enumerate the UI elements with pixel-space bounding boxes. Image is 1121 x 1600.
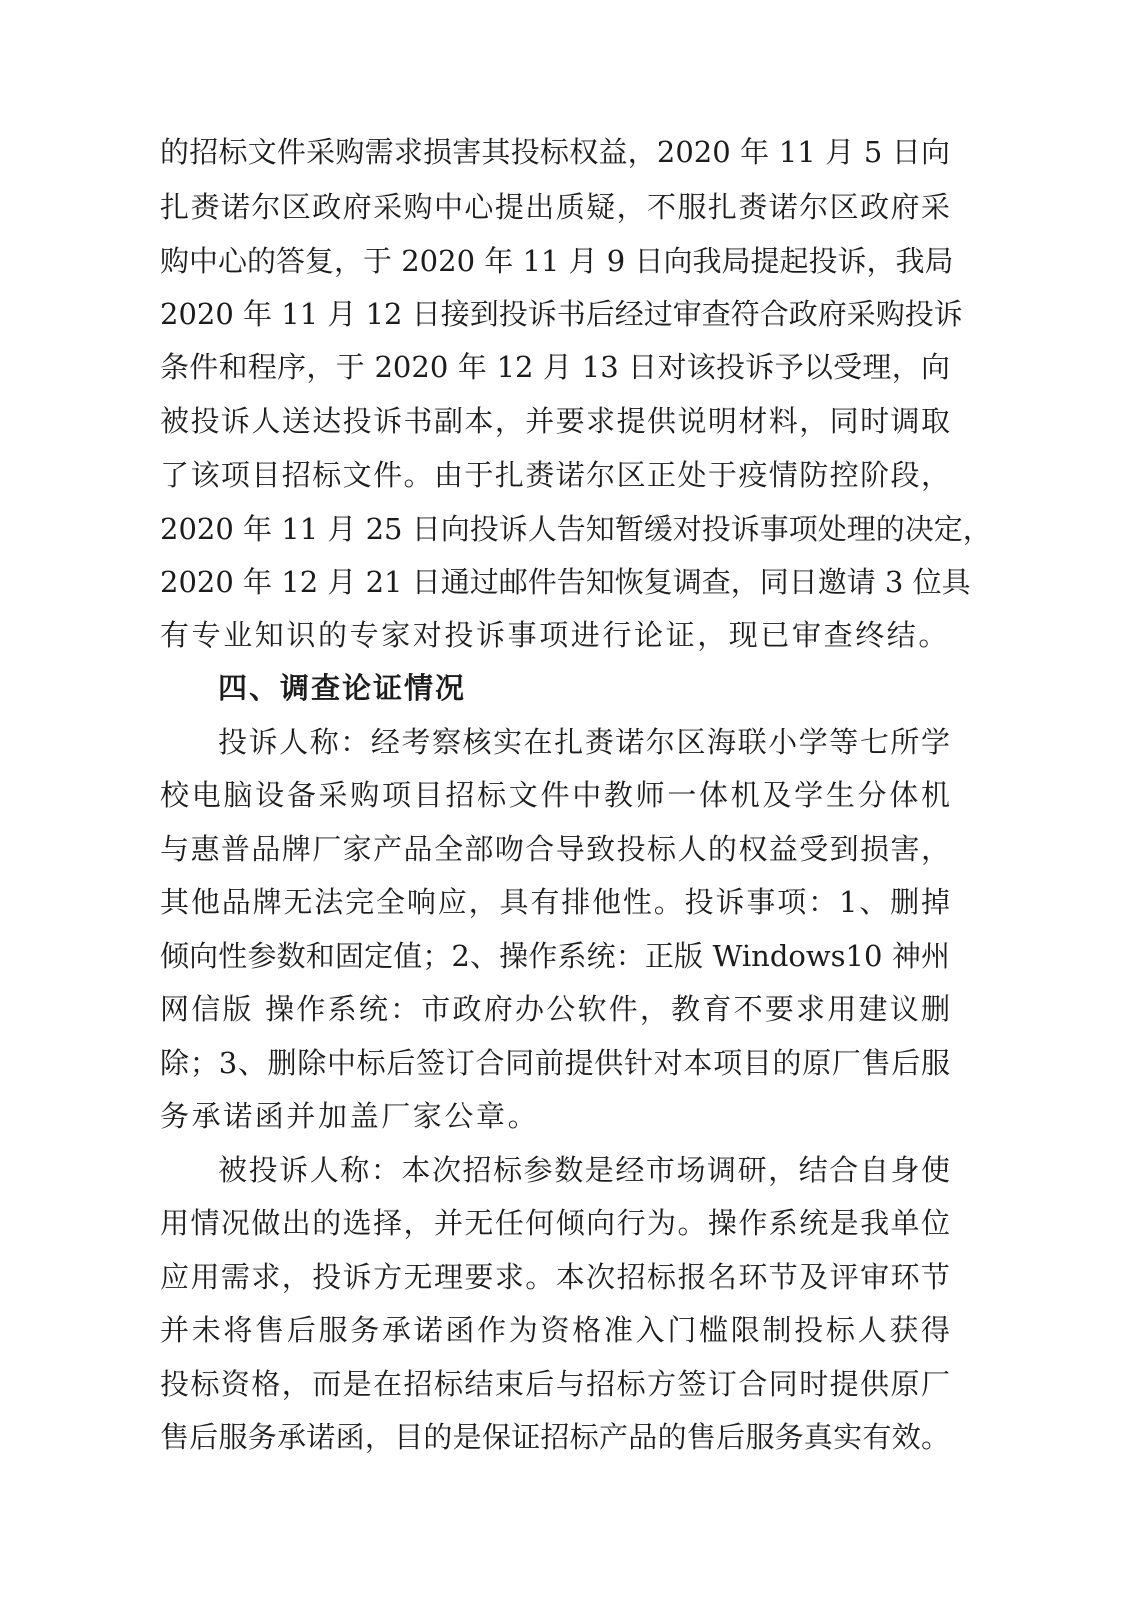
paragraph-line: 扎赉诺尔区政府采购中心提出质疑，不服扎赉诺尔区政府采 bbox=[160, 190, 950, 224]
paragraph-line: 被投诉人送达投诉书副本，并要求提供说明材料，同时调取 bbox=[160, 404, 950, 438]
paragraph-line: 其他品牌无法完全响应，具有排他性。投诉事项：1、删掉 bbox=[160, 885, 950, 919]
paragraph-line: 投诉人称：经考察核实在扎赉诺尔区海联小学等七所学 bbox=[218, 725, 950, 759]
section-heading: 四、调查论证情况 bbox=[218, 671, 467, 705]
paragraph-line: 2020 年 12 月 21 日通过邮件告知恢复调查，同日邀请 3 位具 bbox=[160, 565, 971, 599]
paragraph-line: 校电脑设备采购项目招标文件中教师一体机及学生分体机 bbox=[160, 778, 950, 812]
paragraph-line: 购中心的答复，于 2020 年 11 月 9 日向我局提起投诉，我局 bbox=[160, 244, 954, 278]
paragraph-line: 投标资格，而是在招标结束后与招标方签订合同时提供原厂 bbox=[160, 1367, 950, 1401]
paragraph-line: 有专业知识的专家对投诉事项进行论证，现已审查终结。 bbox=[160, 618, 951, 652]
paragraph-line: 售后服务承诺函，目的是保证招标产品的售后服务真实有效。 bbox=[160, 1420, 950, 1454]
paragraph-line: 除；3、删除中标后签订合同前提供针对本项目的原厂售后服 bbox=[160, 1046, 950, 1080]
paragraph-line: 了该项目招标文件。由于扎赉诺尔区正处于疫情防控阶段， bbox=[160, 458, 950, 492]
paragraph-line: 条件和程序，于 2020 年 12 月 13 日对该投诉予以受理，向 bbox=[160, 350, 950, 384]
paragraph-line: 网信版 操作系统：市政府办公软件，教育不要求用建议删 bbox=[160, 992, 950, 1026]
paragraph-line: 并未将售后服务承诺函作为资格准入门槛限制投标人获得 bbox=[160, 1313, 950, 1347]
paragraph-line: 的招标文件采购需求损害其投标权益，2020 年 11 月 5 日向 bbox=[160, 135, 950, 169]
paragraph-line: 2020 年 11 月 12 日接到投诉书后经过审查符合政府采购投诉 bbox=[160, 297, 963, 331]
paragraph-line: 倾向性参数和固定值；2、操作系统：正版 Windows10 神州 bbox=[160, 939, 950, 973]
paragraph-line: 务承诺函并加盖厂家公章。 bbox=[160, 1099, 540, 1133]
paragraph-line: 被投诉人称：本次招标参数是经市场调研，结合自身使 bbox=[218, 1153, 950, 1187]
paragraph-line: 2020 年 11 月 25 日向投诉人告知暂缓对投诉事项处理的决定， bbox=[160, 512, 992, 546]
paragraph-line: 用情况做出的选择，并无任何倾向行为。操作系统是我单位 bbox=[160, 1206, 950, 1240]
paragraph-line: 与惠普品牌厂家产品全部吻合导致投标人的权益受到损害， bbox=[160, 832, 950, 866]
paragraph-line: 应用需求，投诉方无理要求。本次招标报名环节及评审环节 bbox=[160, 1260, 950, 1294]
